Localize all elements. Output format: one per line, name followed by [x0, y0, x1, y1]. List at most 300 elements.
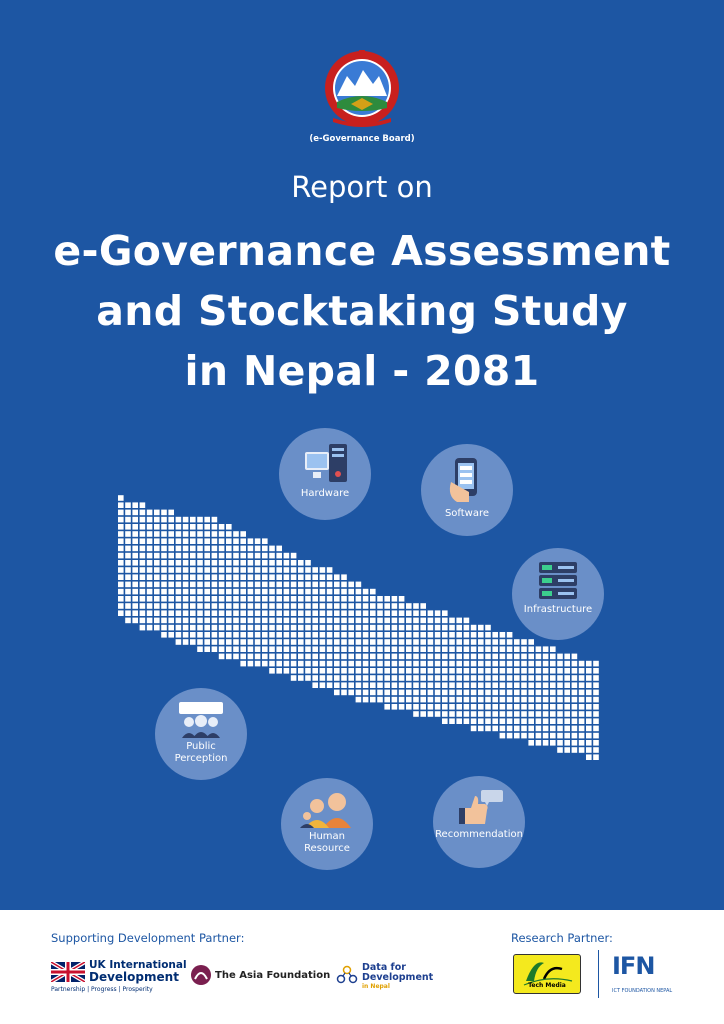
title-line-2: and Stocktaking Study [96, 287, 628, 335]
map-dot [262, 610, 268, 616]
map-dot [334, 618, 340, 624]
map-dot [521, 711, 527, 717]
map-dot [312, 574, 318, 580]
map-dot [449, 646, 455, 652]
map-dot [226, 531, 232, 537]
map-dot [363, 646, 369, 652]
map-dot [327, 603, 333, 609]
map-dot [521, 690, 527, 696]
map-dot [593, 704, 599, 710]
map-dot [269, 625, 275, 631]
hardware-label: Hardware [300, 488, 350, 499]
map-dot [140, 625, 146, 631]
map-dot [320, 596, 326, 602]
map-dot [377, 618, 383, 624]
human-resource-label [281, 831, 373, 855]
map-dot [521, 726, 527, 732]
map-dot [536, 690, 542, 696]
map-dot [435, 625, 441, 631]
map-dot [284, 625, 290, 631]
map-dot [449, 632, 455, 638]
map-dot [572, 733, 578, 739]
map-dot [291, 632, 297, 638]
map-dot [147, 538, 153, 544]
map-dot [593, 747, 599, 753]
map-dot [435, 654, 441, 660]
map-dot [168, 589, 174, 595]
map-dot [305, 560, 311, 566]
map-dot [190, 582, 196, 588]
public-perception-label [155, 741, 247, 765]
map-dot [240, 646, 246, 652]
map-dot [564, 682, 570, 688]
map-dot [471, 646, 477, 652]
map-dot [118, 560, 124, 566]
map-dot [197, 603, 203, 609]
map-dot [442, 632, 448, 638]
map-dot [435, 675, 441, 681]
map-dot [507, 697, 513, 703]
map-dot [413, 639, 419, 645]
map-dot [226, 610, 232, 616]
map-dot [176, 589, 182, 595]
map-dot [348, 610, 354, 616]
map-dot [593, 668, 599, 674]
map-dot [377, 668, 383, 674]
map-dot [183, 517, 189, 523]
map-dot [176, 560, 182, 566]
map-dot [320, 675, 326, 681]
map-dot [500, 654, 506, 660]
map-dot [356, 661, 362, 667]
map-dot [435, 704, 441, 710]
map-dot [348, 639, 354, 645]
map-dot [204, 632, 210, 638]
map-dot [485, 718, 491, 724]
map-dot [176, 632, 182, 638]
map-dot [262, 596, 268, 602]
map-dot [320, 668, 326, 674]
map-dot [356, 582, 362, 588]
report-title [0, 221, 724, 401]
map-dot [312, 632, 318, 638]
map-dot [564, 733, 570, 739]
map-dot [500, 718, 506, 724]
recommendation-label: Recommendation [435, 829, 523, 840]
map-dot [449, 711, 455, 717]
map-dot [428, 618, 434, 624]
map-dot [269, 546, 275, 552]
map-dot [442, 646, 448, 652]
map-dot [413, 704, 419, 710]
map-dot [226, 546, 232, 552]
ifn-subtitle: ICT FOUNDATION NEPAL [612, 988, 673, 994]
map-dot [197, 567, 203, 573]
map-dot [528, 690, 534, 696]
map-dot [500, 646, 506, 652]
map-dot [377, 661, 383, 667]
map-dot [341, 625, 347, 631]
map-dot [276, 603, 282, 609]
map-dot [183, 546, 189, 552]
map-dot [579, 747, 585, 753]
map-dot [485, 661, 491, 667]
map-dot [154, 618, 160, 624]
map-dot [312, 582, 318, 588]
map-dot [197, 517, 203, 523]
map-dot [464, 668, 470, 674]
map-dot [543, 711, 549, 717]
map-dot [384, 639, 390, 645]
map-dot [478, 639, 484, 645]
map-dot [406, 697, 412, 703]
map-dot [420, 668, 426, 674]
map-dot [240, 538, 246, 544]
map-dot [320, 589, 326, 595]
map-dot [226, 524, 232, 530]
map-dot [204, 582, 210, 588]
map-dot [464, 682, 470, 688]
map-dot [348, 661, 354, 667]
map-dot [485, 654, 491, 660]
map-dot [168, 603, 174, 609]
map-dot [168, 618, 174, 624]
map-dot [262, 603, 268, 609]
map-dot [572, 690, 578, 696]
map-dot [356, 690, 362, 696]
map-dot [435, 639, 441, 645]
map-dot [312, 625, 318, 631]
map-dot [536, 711, 542, 717]
map-dot [176, 610, 182, 616]
map-dot [485, 704, 491, 710]
map-dot [550, 682, 556, 688]
map-dot [248, 538, 254, 544]
hardware-topic [279, 428, 371, 520]
map-dot [291, 553, 297, 559]
map-dot [183, 538, 189, 544]
map-dot [464, 697, 470, 703]
map-dot [240, 661, 246, 667]
map-dot [248, 646, 254, 652]
map-dot [507, 704, 513, 710]
map-dot [435, 682, 441, 688]
map-dot [240, 567, 246, 573]
map-dot [161, 582, 167, 588]
map-dot [492, 632, 498, 638]
map-dot [341, 682, 347, 688]
map-dot [384, 668, 390, 674]
map-dot [464, 675, 470, 681]
software-topic [421, 444, 513, 536]
map-dot [305, 582, 311, 588]
map-dot [334, 625, 340, 631]
map-dot [413, 610, 419, 616]
map-dot [557, 718, 563, 724]
map-dot [456, 711, 462, 717]
map-dot [356, 589, 362, 595]
map-dot [168, 524, 174, 530]
map-dot [579, 733, 585, 739]
map-dot [370, 632, 376, 638]
map-dot [442, 675, 448, 681]
map-dot [363, 632, 369, 638]
map-dot [471, 682, 477, 688]
map-dot [536, 733, 542, 739]
map-dot [305, 610, 311, 616]
map-dot [226, 538, 232, 544]
map-dot [384, 610, 390, 616]
map-dot [255, 538, 261, 544]
map-dot [536, 718, 542, 724]
map-dot [262, 646, 268, 652]
map-dot [442, 618, 448, 624]
map-dot [240, 582, 246, 588]
map-dot [348, 618, 354, 624]
map-dot [197, 646, 203, 652]
map-dot [593, 733, 599, 739]
map-dot [528, 661, 534, 667]
map-dot [456, 697, 462, 703]
map-dot [219, 574, 225, 580]
map-dot [140, 596, 146, 602]
map-dot [132, 618, 138, 624]
map-dot [305, 646, 311, 652]
map-dot [125, 524, 131, 530]
map-dot [564, 747, 570, 753]
map-dot [204, 553, 210, 559]
map-dot [456, 618, 462, 624]
map-dot [132, 560, 138, 566]
map-dot [219, 625, 225, 631]
map-dot [363, 661, 369, 667]
map-dot [543, 704, 549, 710]
map-dot [190, 574, 196, 580]
map-dot [543, 697, 549, 703]
map-dot [413, 618, 419, 624]
map-dot [291, 603, 297, 609]
map-dot [478, 682, 484, 688]
map-dot [564, 697, 570, 703]
smartphone-icon [421, 444, 513, 536]
map-dot [176, 625, 182, 631]
map-dot [464, 690, 470, 696]
map-dot [370, 661, 376, 667]
map-dot [543, 718, 549, 724]
map-dot [334, 582, 340, 588]
map-dot [248, 560, 254, 566]
map-dot [161, 560, 167, 566]
map-dot [118, 517, 124, 523]
map-dot [413, 603, 419, 609]
map-dot [240, 596, 246, 602]
map-dot [500, 675, 506, 681]
map-dot [550, 675, 556, 681]
map-dot [536, 668, 542, 674]
map-dot [161, 589, 167, 595]
map-dot [161, 524, 167, 530]
map-dot [593, 661, 599, 667]
map-dot [255, 618, 261, 624]
map-dot [305, 625, 311, 631]
map-dot [190, 610, 196, 616]
map-dot [132, 553, 138, 559]
asia-foundation-logo-icon [191, 965, 211, 985]
map-dot [197, 632, 203, 638]
map-dot [377, 639, 383, 645]
map-dot [564, 718, 570, 724]
map-dot [284, 618, 290, 624]
map-dot [593, 754, 599, 760]
map-dot [536, 682, 542, 688]
map-dot [190, 639, 196, 645]
people-icon [281, 778, 373, 870]
map-dot [255, 661, 261, 667]
map-dot [514, 654, 520, 660]
map-dot [334, 610, 340, 616]
map-dot [176, 517, 182, 523]
map-dot [298, 560, 304, 566]
map-dot [219, 538, 225, 544]
map-dot [276, 646, 282, 652]
map-dot [204, 639, 210, 645]
map-dot [269, 553, 275, 559]
map-dot [363, 603, 369, 609]
map-dot [485, 675, 491, 681]
map-dot [284, 610, 290, 616]
map-dot [413, 668, 419, 674]
map-dot [276, 618, 282, 624]
map-dot [212, 632, 218, 638]
map-dot [334, 661, 340, 667]
map-dot [456, 718, 462, 724]
map-dot [471, 668, 477, 674]
map-dot [125, 502, 131, 508]
map-dot [435, 711, 441, 717]
map-dot [291, 675, 297, 681]
map-dot [204, 567, 210, 573]
map-dot [219, 632, 225, 638]
map-dot [485, 682, 491, 688]
audience-icon [155, 688, 247, 780]
map-dot [298, 646, 304, 652]
map-dot [363, 589, 369, 595]
map-dot [248, 596, 254, 602]
map-dot [435, 690, 441, 696]
map-dot [320, 632, 326, 638]
map-dot [420, 682, 426, 688]
map-dot [507, 718, 513, 724]
map-dot [406, 632, 412, 638]
human-label-line-2: Resource [304, 843, 350, 854]
map-dot [312, 603, 318, 609]
map-dot [327, 625, 333, 631]
map-dot [154, 546, 160, 552]
map-dot [262, 538, 268, 544]
map-dot [507, 711, 513, 717]
map-dot [572, 711, 578, 717]
map-dot [341, 582, 347, 588]
data-for-development-logo-icon [336, 964, 358, 986]
map-dot [197, 546, 203, 552]
map-dot [255, 546, 261, 552]
map-dot [521, 697, 527, 703]
map-dot [406, 646, 412, 652]
map-dot [147, 625, 153, 631]
map-dot [262, 560, 268, 566]
map-dot [449, 661, 455, 667]
map-dot [327, 610, 333, 616]
map-dot [348, 603, 354, 609]
map-dot [248, 567, 254, 573]
map-dot [298, 589, 304, 595]
map-dot [154, 610, 160, 616]
map-dot [492, 690, 498, 696]
map-dot [204, 517, 210, 523]
map-dot [586, 690, 592, 696]
map-dot [363, 654, 369, 660]
map-dot [442, 711, 448, 717]
map-dot [161, 603, 167, 609]
map-dot [492, 682, 498, 688]
map-dot [363, 639, 369, 645]
map-dot [478, 654, 484, 660]
tech-media-name: Tech Media [528, 982, 566, 989]
map-dot [550, 733, 556, 739]
map-dot [420, 697, 426, 703]
map-dot [240, 618, 246, 624]
map-dot [392, 697, 398, 703]
map-dot [147, 603, 153, 609]
map-dot [183, 567, 189, 573]
map-dot [255, 567, 261, 573]
map-dot [118, 567, 124, 573]
map-dot [183, 553, 189, 559]
map-dot [363, 625, 369, 631]
map-dot [363, 668, 369, 674]
map-dot [399, 697, 405, 703]
map-dot [471, 632, 477, 638]
map-dot [449, 704, 455, 710]
map-dot [190, 553, 196, 559]
software-label: Software [444, 508, 490, 519]
map-dot [356, 675, 362, 681]
map-dot [291, 639, 297, 645]
map-dot [392, 654, 398, 660]
map-dot [464, 618, 470, 624]
map-dot [291, 625, 297, 631]
map-dot [312, 654, 318, 660]
map-dot [370, 618, 376, 624]
map-dot [500, 682, 506, 688]
map-dot [528, 682, 534, 688]
map-dot [154, 567, 160, 573]
map-dot [190, 589, 196, 595]
map-dot [528, 726, 534, 732]
map-dot [442, 697, 448, 703]
map-dot [320, 582, 326, 588]
map-dot [132, 567, 138, 573]
map-dot [557, 661, 563, 667]
map-dot [521, 733, 527, 739]
map-dot [154, 510, 160, 516]
map-dot [276, 668, 282, 674]
map-dot [212, 531, 218, 537]
map-dot [298, 610, 304, 616]
map-dot [125, 531, 131, 537]
map-dot [212, 574, 218, 580]
map-dot [219, 524, 225, 530]
